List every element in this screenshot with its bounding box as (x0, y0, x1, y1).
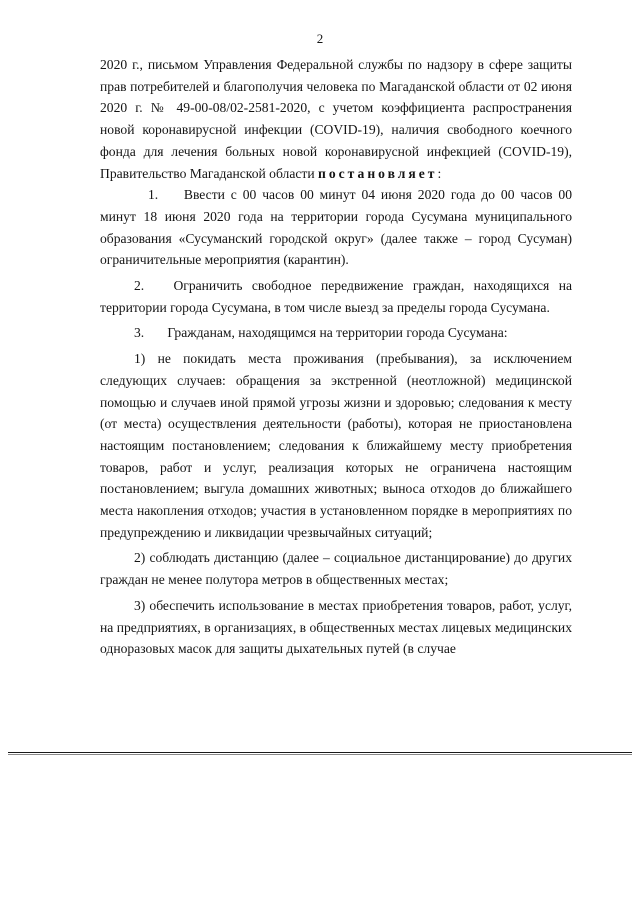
document-body (100, 54, 572, 664)
intro-paragraph (100, 54, 572, 184)
resolution-verb: постановляет (318, 165, 438, 181)
subitem-2: 2) соблюдать дистанцию (далее – социальное дистанцирование) до других граждан не менее полутора метров в общественных местах; (100, 550, 572, 588)
footer-rule (8, 752, 632, 753)
clause-text: Ввести с 00 часов 00 минут 04 июня 2020 года до 00 часов 00 минут 18 июня 2020 года на территории города Сусумана муниципального образования «Сусуманский городской округ» (далее также – город Сусуман) ограничительные мероприятия (карантин). (100, 187, 572, 268)
resolution-colon: : (437, 165, 442, 181)
clause-2 (100, 275, 572, 318)
clause-text: Гражданам, находящимся на территории города Сусумана: (167, 325, 508, 341)
subitem-3: 3) обеспечить использование в местах приобретения товаров, работ, услуг, на предприятиях, в организациях, в общественных местах лицевых медицинских одноразовых масок для защиты дыхательных путей (в случае (100, 597, 572, 657)
clause-3 (100, 322, 572, 344)
intro-text: 2020 г., письмом Управления Федеральной службы по надзору в сфере защиты прав потребителей и благополучия человека по Магаданской области от 02 июня 2020 г. № 49-00-08/02-2581-2020, с учетом коэффициента распространения новой коронавирусной инфекции (COVID-19), наличия свободного коечного фонда для лечения больных новой коронавирусной инфекцией (COVID-19), Правительство Магаданской области (100, 57, 572, 181)
clause-1 (100, 184, 572, 271)
footer-rule-shadow (8, 754, 632, 755)
clause-number: 1. (148, 187, 159, 203)
clause-number: 3. (134, 325, 145, 341)
page-number: 2 (316, 31, 324, 46)
clause-text: Ограничить свободное передвижение граждан, находящихся на территории города Сусумана, в том числе выезд за пределы города Сусумана. (100, 278, 572, 315)
subitem-1: 1) не покидать места проживания (пребывания), за исключением следующих случаев: обращения за экстренной (неотложной) медицинской помощью и случаев иной прямой угрозы жизни и здоровью; следования к месту (от места) осуществления деятельности (работы), которая не приостановлена настоящим постановлением; следования к ближайшему месту приобретения товаров, работ и услуг, реализация которых не ограничена настоящим постановлением; выгула домашних животных; выноса отходов до ближайшего места накопления отходов; участия в установленном порядке в мероприятиях по предупреждению и ликвидации чрезвычайных ситуаций; (100, 351, 572, 540)
clause-number: 2. (134, 278, 145, 294)
